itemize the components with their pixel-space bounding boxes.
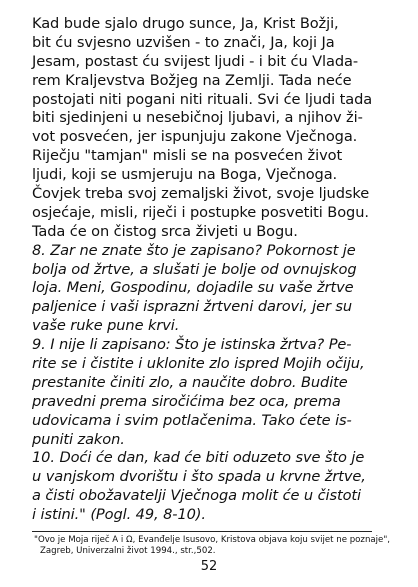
text-line: ljudi, koji se usmjeruju na Boga, Vječnoga. — [32, 166, 338, 184]
text-line: Kad bude sjalo drugo sunce, Ja, Krist Božji, — [32, 15, 339, 32]
text-line: osjećaje, misli, riječi i postupke posvetiti Bogu. — [32, 203, 369, 221]
scripture-line: puniti zakon. — [32, 430, 125, 448]
scripture-line: 9. I nije li zapisano: Što je istinska žrtva? Pe- — [32, 336, 352, 354]
footnote-line: "Ovo je Moja riječ A i Ω, Evanđelje Isusovo, Kristova objava koju svijet ne poznaje", — [34, 535, 391, 545]
footnote — [34, 535, 404, 557]
scripture-line: 8. Zar ne znate što je zapisano? Pokornost je — [32, 241, 356, 259]
scripture-line: 10. Doći će dan, kad će biti oduzeto sve što je — [32, 449, 365, 467]
text-line: Jesam, postast ću svijest ljudi - i bit ću Vlada- — [32, 52, 359, 70]
scripture-line: paljenice i vaši isprazni žrtveni darovi, jer su — [32, 298, 353, 316]
scripture-line: pravedni prema siročićima bez oca, prema — [32, 392, 341, 410]
text-line: vot posvećen, jer ispunjuju zakone Vječnoga. — [32, 128, 358, 146]
body-text — [32, 15, 400, 525]
scripture-line: vaše ruke pune krvi. — [32, 317, 180, 335]
text-line: Tada će on čistog srca živjeti u Bogu. — [32, 222, 298, 240]
footnote-divider — [32, 531, 372, 532]
scripture-line: loja. Meni, Gospodinu, dojadile su vaše žrtve — [32, 279, 354, 297]
footnote-line: Zagreb, Univerzalni život 1994., str.,502. — [40, 546, 216, 556]
text-line: biti sjedinjeni u nesebičnoj ljubavi, a njihov ži- — [32, 109, 363, 127]
text-line: Riječju "tamjan" misli se na posvećen život — [32, 147, 343, 165]
text-line: Čovjek treba svoj zemaljski život, svoje ljudske — [32, 185, 370, 203]
text-line: postojati niti pogani niti rituali. Svi će ljudi tada — [32, 90, 373, 108]
scripture-line: i istini." (Pogl. 49, 8-10). — [32, 506, 206, 524]
scripture-line: u vanjskom dvorištu i što spada u krvne žrtve, — [32, 468, 366, 486]
text-line: bit ću svjesno uzvišen - to znači, Ja, koji Ja — [32, 33, 335, 51]
text-line: rem Kraljevstva Božjeg na Zemlji. Tada neće — [32, 71, 352, 89]
scripture-line: prestanite činiti zlo, a naučite dobro. Budite — [32, 373, 348, 391]
page-number: 52 — [200, 559, 218, 574]
scripture-line: a čisti obožavatelji Vječnoga molit će u čistoti — [32, 487, 362, 505]
scripture-line: rite se i čistite i uklonite zlo ispred Mojih očiju, — [32, 355, 365, 373]
scripture-line: bolja od žrtve, a slušati je bolje od ovnujskog — [32, 260, 357, 278]
scripture-line: udovicama i svim potlačenima. Tako ćete is- — [32, 411, 352, 429]
